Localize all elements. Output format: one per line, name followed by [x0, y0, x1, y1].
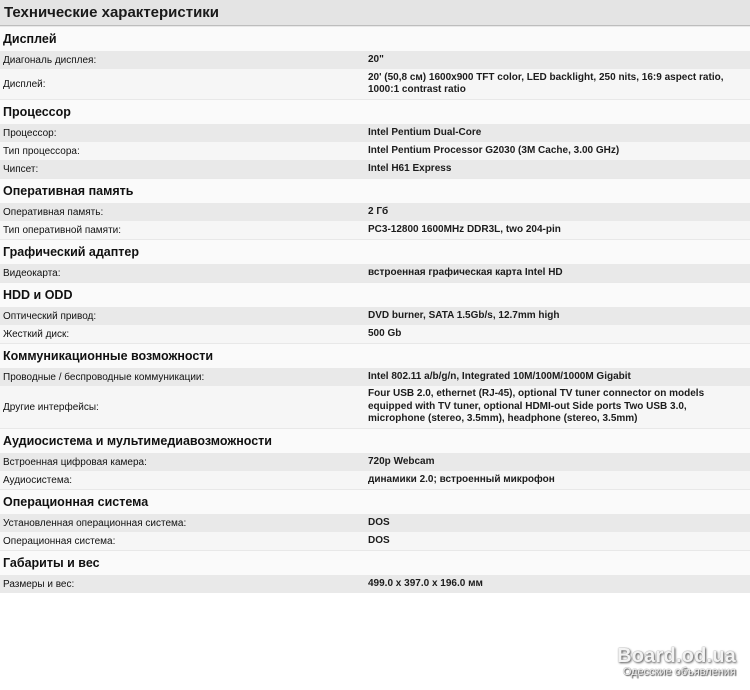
spec-row: [0, 453, 750, 471]
spec-group-gpu: [0, 264, 750, 282]
section-title-ram: Оперативная память: [0, 178, 750, 203]
spec-row: [0, 221, 750, 239]
spec-group-audio: [0, 453, 750, 489]
spec-label: Тип оперативной памяти:: [3, 224, 122, 236]
spec-label: Дисплей:: [3, 78, 46, 90]
spec-row: [0, 575, 750, 593]
spec-value: Intel Pentium Dual-Core: [368, 126, 482, 138]
spec-label: Видеокарта:: [3, 267, 61, 279]
spec-value: DVD burner, SATA 1.5Gb/s, 12.7mm high: [368, 309, 560, 321]
spec-row: [0, 160, 750, 178]
spec-group-ram: [0, 203, 750, 239]
spec-value: Intel Pentium Processor G2030 (3M Cache, 3.00 GHz): [368, 144, 620, 156]
spec-label: Операционная система:: [3, 535, 116, 547]
section-title-cpu: Процессор: [0, 99, 750, 124]
spec-row: [0, 532, 750, 550]
section-title-gpu: Графический адаптер: [0, 239, 750, 264]
spec-value: 2 Гб: [368, 205, 389, 217]
section-title-display: Дисплей: [0, 26, 750, 51]
watermark: [617, 646, 736, 678]
spec-label: Диагональ дисплея:: [3, 54, 97, 66]
spec-group-os: [0, 514, 750, 550]
spec-group-storage: [0, 307, 750, 343]
spec-label: Оптический привод:: [3, 310, 97, 322]
spec-value: PC3-12800 1600MHz DDR3L, two 204-pin: [368, 223, 561, 235]
spec-label: Встроенная цифровая камера:: [3, 456, 147, 468]
section-title-storage: HDD и ODD: [0, 282, 750, 307]
section-title-dims: Габариты и вес: [0, 550, 750, 575]
spec-row: [0, 203, 750, 221]
section-title-audio: Аудиосистема и мультимедиавозможности: [0, 428, 750, 453]
spec-value: 20": [368, 53, 384, 65]
spec-value: встроенная графическая карта Intel HD: [368, 266, 563, 278]
spec-value: DOS: [368, 516, 390, 528]
spec-row: [0, 386, 750, 428]
spec-label: Оперативная память:: [3, 206, 104, 218]
spec-value: 720p Webcam: [368, 455, 435, 467]
spec-group-dims: [0, 575, 750, 593]
spec-value: Intel H61 Express: [368, 162, 452, 174]
spec-row: [0, 124, 750, 142]
spec-row: [0, 325, 750, 343]
spec-row: [0, 307, 750, 325]
spec-value: динамики 2.0; встроенный микрофон: [368, 473, 555, 485]
section-title-os: Операционная система: [0, 489, 750, 514]
section-title-comm: Коммуникационные возможности: [0, 343, 750, 368]
spec-label: Аудиосистема:: [3, 474, 73, 486]
spec-value: 500 Gb: [368, 327, 402, 339]
spec-label: Размеры и вес:: [3, 578, 75, 590]
spec-row: [0, 264, 750, 282]
spec-value: Intel 802.11 a/b/g/n, Integrated 10M/100M/1000M Gigabit: [368, 370, 631, 382]
page-title: Технические характеристики: [0, 0, 750, 26]
spec-row: [0, 69, 750, 99]
watermark-logo: Board.od.ua: [617, 645, 736, 667]
spec-row: [0, 471, 750, 489]
spec-value: 499.0 x 397.0 x 196.0 мм: [368, 577, 483, 589]
spec-row: [0, 368, 750, 386]
spec-label: Проводные / беспроводные коммуникации:: [3, 371, 205, 383]
spec-row: [0, 51, 750, 69]
spec-group-cpu: [0, 124, 750, 178]
spec-group-display: [0, 51, 750, 99]
spec-row: [0, 514, 750, 532]
watermark-subtitle: Одесские объявления: [622, 666, 736, 678]
spec-row: [0, 142, 750, 160]
spec-value: 20' (50,8 см) 1600x900 TFT color, LED backlight, 250 nits, 16:9 aspect ratio, 1000:1 contrast ratio: [368, 71, 724, 95]
spec-label: Установленная операционная система:: [3, 517, 187, 529]
spec-value: Four USB 2.0, ethernet (RJ-45), optional TV tuner connector on models equipped with TV tuner, optional HDMI-out Side ports Two USB 3.0, microphone (stereo, 3.5mm), headphone (stereo, 3.5mm): [368, 388, 705, 425]
spec-label: Процессор:: [3, 127, 57, 139]
spec-group-comm: [0, 368, 750, 428]
spec-label: Чипсет:: [3, 163, 39, 175]
spec-value: DOS: [368, 534, 390, 546]
spec-label: Тип процессора:: [3, 145, 80, 157]
spec-label: Другие интерфейсы:: [3, 401, 99, 413]
spec-label: Жесткий диск:: [3, 328, 70, 340]
